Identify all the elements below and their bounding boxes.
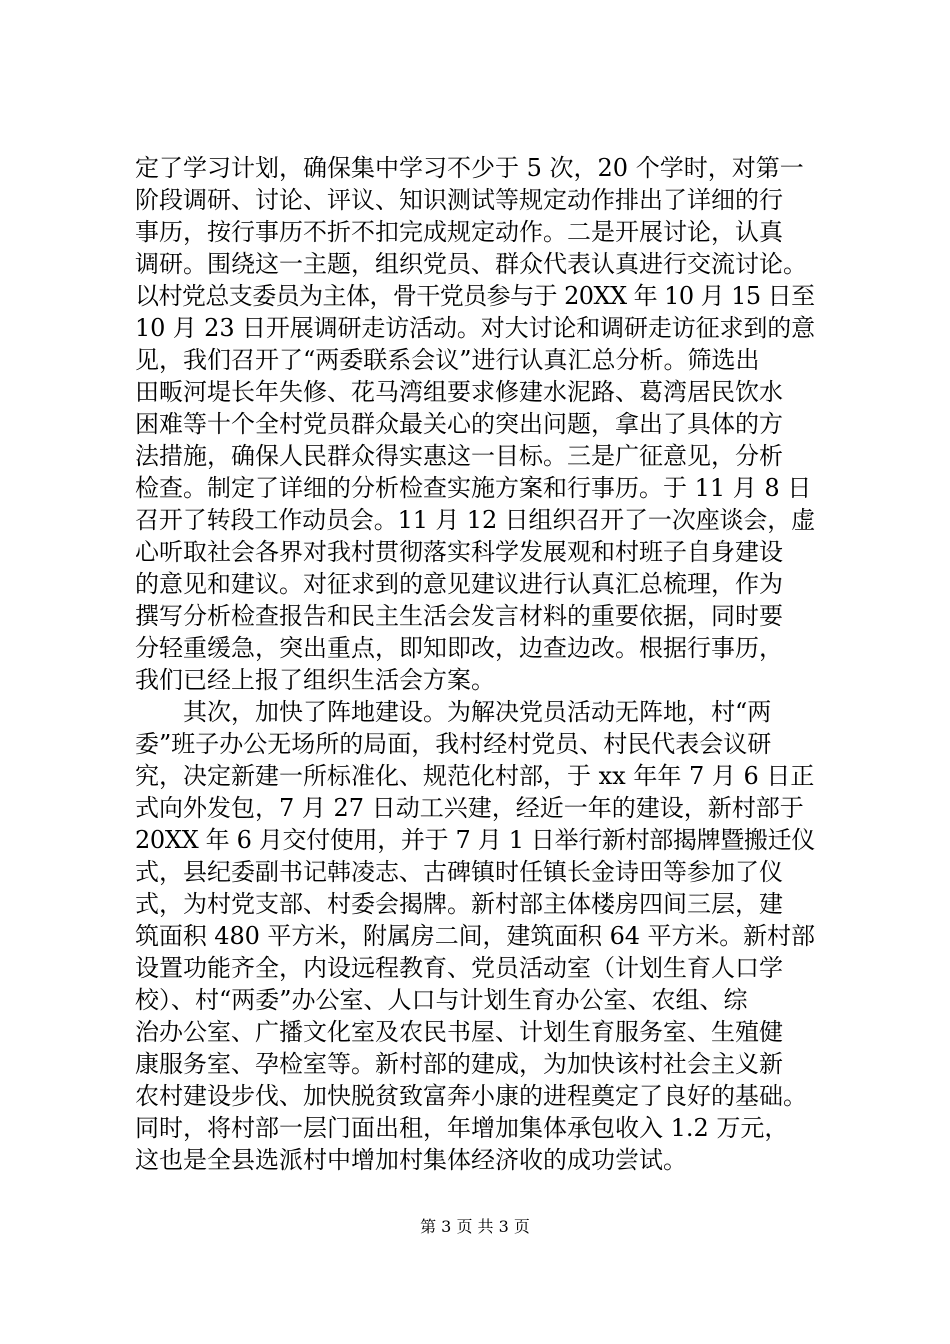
text-line: 的意见和建议。对征求到的意见建议进行认真汇总梳理，作为 bbox=[135, 570, 783, 598]
body-text bbox=[135, 152, 815, 1176]
text-line: 同时，将村部一层门面出租，年增加集体承包收入 1.2 万元， bbox=[135, 1114, 789, 1142]
text-line: 式，为村党支部、村委会揭牌。新村部主体楼房四间三层，建 bbox=[135, 890, 783, 918]
text-line: 10 月 23 日开展调研走访活动。对大讨论和调研走访征求到的意 bbox=[135, 314, 815, 342]
text-line: 田畈河堤长年失修、花马湾组要求修建水泥路、葛湾居民饮水 bbox=[135, 378, 783, 406]
text-line: 召开了转段工作动员会。11 月 12 日组织召开了一次座谈会，虚 bbox=[135, 506, 815, 534]
page-footer: 第 3 页 共 3 页 bbox=[420, 1217, 530, 1236]
text-line: 事历，按行事历不折不扣完成规定动作。二是开展讨论，认真 bbox=[135, 218, 783, 246]
text-line: 以村党总支委员为主体，骨干党员参与于 20XX 年 10 月 15 日至 bbox=[135, 282, 815, 310]
text-line: 心听取社会各界对我村贯彻落实科学发展观和村班子自身建设 bbox=[135, 538, 783, 566]
text-line: 检查。制定了详细的分析检查实施方案和行事历。于 11 月 8 日 bbox=[135, 474, 812, 502]
text-line: 校）、村“两委”办公室、人口与计划生育办公室、农组、综 bbox=[135, 986, 748, 1014]
text-line: 式向外发包，7 月 27 日动工兴建，经近一年的建设，新村部于 bbox=[135, 794, 804, 822]
text-line: 这也是全县选派村中增加村集体经济收的成功尝试。 bbox=[135, 1146, 687, 1174]
text-line: 定了学习计划，确保集中学习不少于 5 次，20 个学时，对第一 bbox=[135, 154, 804, 182]
text-line: 20XX 年 6 月交付使用，并于 7 月 1 日举行新村部揭牌暨搬迁仪 bbox=[135, 826, 815, 854]
text-line: 筑面积 480 平方米，附属房二间，建筑面积 64 平方米。新村部 bbox=[135, 922, 815, 950]
text-line: 困难等十个全村党员群众最关心的突出问题，拿出了具体的方 bbox=[135, 410, 783, 438]
text-line: 农村建设步伐、加快脱贫致富奔小康的进程奠定了良好的基础。 bbox=[135, 1082, 807, 1110]
text-line: 阶段调研、讨论、评议、知识测试等规定动作排出了详细的行 bbox=[135, 186, 783, 214]
text-line: 撰写分析检查报告和民主生活会发言材料的重要依据，同时要 bbox=[135, 602, 783, 630]
text-line: 委”班子办公无场所的局面，我村经村党员、村民代表会议研 bbox=[135, 730, 772, 758]
text-line: 究，决定新建一所标准化、规范化村部，于 xx 年年 7 月 6 日正 bbox=[135, 762, 815, 790]
text-line: 法措施，确保人民群众得实惠这一目标。三是广征意见，分析 bbox=[135, 442, 783, 470]
text-line: 治办公室、广播文化室及农民书屋、计划生育服务室、生殖健 bbox=[135, 1018, 783, 1046]
text-line: 分轻重缓急，突出重点，即知即改，边查边改。根据行事历， bbox=[135, 634, 783, 662]
text-line: 设置功能齐全，内设远程教育、党员活动室（计划生育人口学 bbox=[135, 954, 783, 982]
text-line: 康服务室、孕检室等。新村部的建成，为加快该村社会主义新 bbox=[135, 1050, 783, 1078]
text-line: 我们已经上报了组织生活会方案。 bbox=[135, 666, 495, 694]
text-line: 式，县纪委副书记韩凌志、古碑镇时任镇长金诗田等参加了仪 bbox=[135, 858, 783, 886]
text-line: 调研。围绕这一主题，组织党员、群众代表认真进行交流讨论。 bbox=[135, 250, 807, 278]
text-line: 见，我们召开了“两委联系会议”进行认真汇总分析。筛选出 bbox=[135, 346, 760, 374]
text-line: 其次，加快了阵地建设。为解决党员活动无阵地，村“两 bbox=[135, 698, 772, 726]
